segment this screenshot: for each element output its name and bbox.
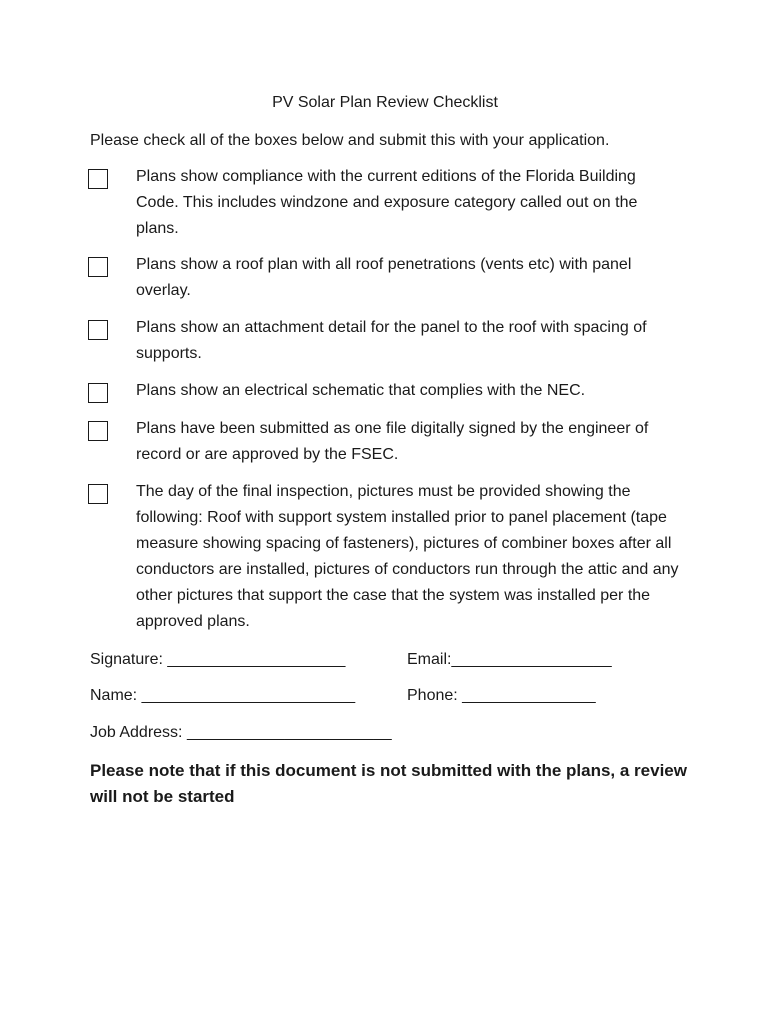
checklist-item-text: Plans show an attachment detail for the panel to the roof with spacing of supports. xyxy=(136,319,647,362)
checklist-item-text: Plans show compliance with the current editions of the Florida Building Code. This includes windzone and exposure category called out on the plans. xyxy=(136,168,638,237)
checkbox[interactable] xyxy=(88,257,108,277)
checklist-item-text: The day of the final inspection, pictures must be provided showing the following: Roof with support system installed prior to panel placement (tape measure showing spacing of fasteners), pictures of combiner boxes after all conductors are installed, pictures of conductors run through the attic and any other pictures that support the case that the system was installed per the approved plans. xyxy=(136,483,679,630)
checkbox[interactable] xyxy=(88,320,108,340)
checkbox[interactable] xyxy=(88,421,108,441)
checkbox[interactable] xyxy=(88,383,108,403)
intro-text: Please check all of the boxes below and submit this with your application. xyxy=(90,132,610,149)
submission-note: Please note that if this document is not submitted with the plans, a review will not be started xyxy=(90,761,687,806)
signature-field[interactable]: Signature: ____________________ xyxy=(90,651,346,668)
email-field[interactable]: Email:__________________ xyxy=(407,651,612,668)
checklist-item-text: Plans show an electrical schematic that complies with the NEC. xyxy=(136,382,586,399)
phone-field[interactable]: Phone: _______________ xyxy=(407,687,596,704)
name-field[interactable]: Name: ________________________ xyxy=(90,687,356,704)
checklist-item-text: Plans show a roof plan with all roof penetrations (vents etc) with panel overlay. xyxy=(136,256,632,299)
checkbox[interactable] xyxy=(88,484,108,504)
checklist-item-text: Plans have been submitted as one file digitally signed by the engineer of record or are approved by the FSEC. xyxy=(136,420,649,463)
page-title: PV Solar Plan Review Checklist xyxy=(272,94,498,111)
job-address-field[interactable]: Job Address: _______________________ xyxy=(90,724,392,741)
checkbox[interactable] xyxy=(88,169,108,189)
